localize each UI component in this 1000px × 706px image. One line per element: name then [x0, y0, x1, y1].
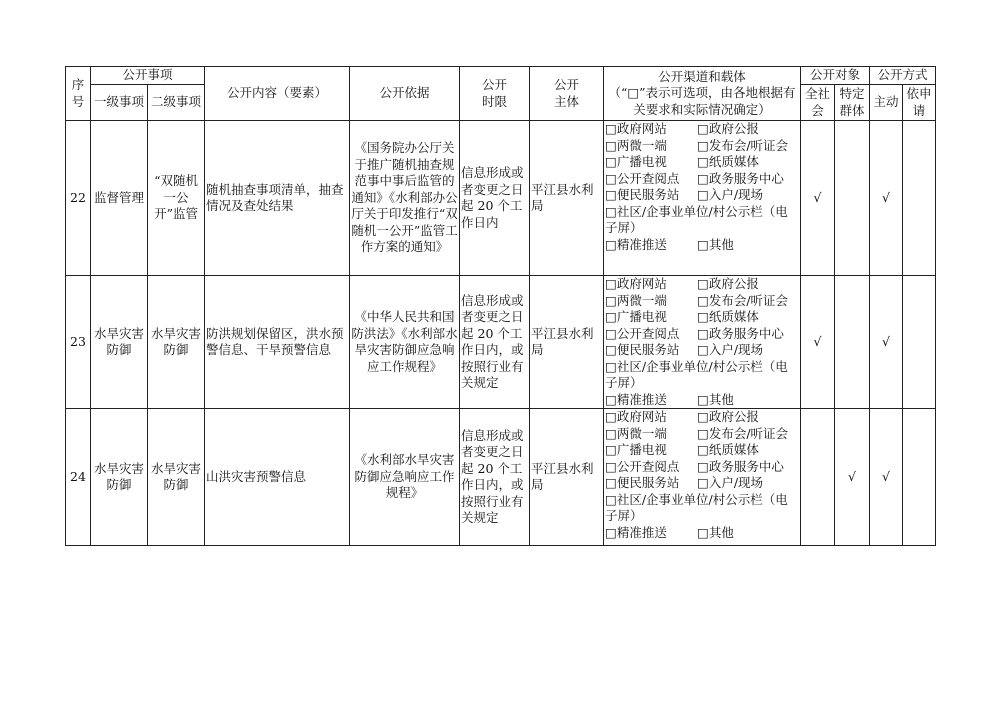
channel-option-line [605, 309, 799, 326]
cell-audience-all: √ [801, 276, 835, 409]
header-row-1 [66, 67, 936, 85]
cell-mode-active: √ [870, 276, 903, 409]
header-mode-active: 主动 [870, 85, 903, 121]
cell-level2: “双随机一公开”监管 [148, 121, 205, 276]
channel-option-line [605, 276, 799, 293]
table-body [66, 67, 936, 546]
header-audience-all: 全社会 [801, 85, 835, 121]
channel-option: □精准推送 [605, 391, 667, 407]
channel-option: □便民服务站 [605, 475, 680, 490]
cell-seq: 24 [66, 409, 91, 546]
header-audience-specific: 特定群体 [835, 85, 870, 121]
channel-options [604, 409, 801, 546]
header-mode-group: 公开方式 [870, 67, 936, 85]
channel-option-line [605, 392, 799, 409]
channel-option: □广播电视 [605, 154, 667, 169]
header-timing: 公开 时限 [460, 67, 530, 121]
channel-option: □精准推送 [605, 524, 667, 540]
channel-option: □政府网站 [605, 276, 667, 291]
header-items-group: 公开事项 [91, 67, 205, 85]
channel-option-line: □社区/企事业单位/村公示栏（电子屏） [605, 203, 788, 235]
table-row [66, 409, 936, 546]
channel-option: □政务服务中心 [697, 325, 784, 341]
channel-option-line [605, 293, 799, 310]
cell-seq: 23 [66, 276, 91, 409]
cell-basis: 《国务院办公厅关于推广随机抽查规范事中事后监管的通知》《水利部办公厅关于印发推行“双随机一公开”监管工作方案的通知》 [350, 121, 460, 276]
channel-option: □两微一端 [605, 425, 667, 441]
channel-option: □其他 [697, 524, 734, 540]
channel-option: □其他 [697, 391, 734, 407]
cell-seq: 22 [66, 121, 91, 276]
cell-mode-request [903, 276, 936, 409]
channel-option-line [605, 409, 799, 426]
channel-option: □公开查阅点 [605, 458, 680, 474]
channel-option: □广播电视 [605, 442, 667, 457]
cell-level2: 水旱灾害防御 [148, 276, 205, 409]
channel-option-line [605, 459, 799, 476]
header-basis: 公开依据 [350, 67, 460, 121]
channel-option: □纸质媒体 [697, 154, 759, 169]
channel-option: □其他 [697, 236, 734, 252]
cell-content: 随机抽查事项清单，抽查情况及查处结果 [205, 121, 350, 276]
channel-option-line [605, 475, 799, 492]
cell-subject: 平江县水利局 [530, 121, 604, 276]
cell-audience-all: √ [801, 121, 835, 276]
cell-level1: 监督管理 [91, 121, 148, 276]
cell-timing: 信息形成或者变更之日起 20 个工作日内，或按照行业有关规定 [460, 276, 530, 409]
channel-option: □公开查阅点 [605, 325, 680, 341]
cell-level1: 水旱灾害防御 [91, 409, 148, 546]
channel-options [604, 276, 801, 409]
channel-option: □广播电视 [605, 309, 667, 324]
cell-audience-all [801, 409, 835, 546]
channel-option: □纸质媒体 [697, 309, 759, 324]
header-channel [604, 67, 801, 121]
cell-mode-request [903, 409, 936, 546]
header-level2: 二级事项 [148, 85, 205, 121]
channel-option: □政府公报 [697, 121, 759, 136]
cell-level2: 水旱灾害防御 [148, 409, 205, 546]
channel-option: □政府网站 [605, 121, 667, 136]
channel-option: □入户/现场 [697, 187, 764, 202]
channel-option-line [605, 138, 799, 155]
cell-audience-specific: √ [835, 409, 870, 546]
cell-timing: 信息形成或者变更之日起 20 个工作日内，或按照行业有关规定 [460, 409, 530, 546]
header-subject: 公开 主体 [530, 67, 604, 121]
channel-option-line [605, 121, 799, 138]
table-row [66, 121, 936, 276]
cell-level1: 水旱灾害防御 [91, 276, 148, 409]
channel-option: □入户/现场 [697, 475, 764, 490]
channel-option: □纸质媒体 [697, 442, 759, 457]
channel-option: □两微一端 [605, 137, 667, 153]
channel-option-line: □社区/企事业单位/村公示栏（电子屏） [605, 358, 788, 390]
channel-option-line [605, 171, 799, 188]
header-mode-request: 依申请 [903, 85, 936, 121]
cell-mode-active: √ [870, 409, 903, 546]
channel-option-line [605, 237, 799, 254]
header-channel-title: 公开渠道和载体 [658, 68, 746, 84]
cell-mode-active: √ [870, 121, 903, 276]
channel-option: □政务服务中心 [697, 170, 784, 186]
cell-mode-request [903, 121, 936, 276]
channel-option: □政务服务中心 [697, 458, 784, 474]
channel-option: □发布会/听证会 [697, 425, 789, 441]
channel-option: □政府网站 [605, 409, 667, 424]
cell-subject: 平江县水利局 [530, 409, 604, 546]
channel-option: □两微一端 [605, 292, 667, 308]
channel-option: □便民服务站 [605, 187, 680, 202]
disclosure-table [65, 66, 936, 546]
header-content: 公开内容（要素） [205, 67, 350, 121]
cell-audience-specific [835, 276, 870, 409]
channel-option-line [605, 326, 799, 343]
header-audience-group: 公开对象 [801, 67, 870, 85]
channel-option: □便民服务站 [605, 342, 680, 357]
cell-basis: 《中华人民共和国防洪法》《水利部水旱灾害防御应急响应工作规程》 [350, 276, 460, 409]
cell-audience-specific [835, 121, 870, 276]
cell-content: 山洪灾害预警信息 [205, 409, 350, 546]
header-seq: 序号 [66, 67, 91, 121]
channel-option: □政府公报 [697, 409, 759, 424]
channel-options [604, 121, 801, 276]
channel-option: □入户/现场 [697, 342, 764, 357]
cell-basis: 《水利部水旱灾害防御应急响应工作规程》 [350, 409, 460, 546]
header-level1: 一级事项 [91, 85, 148, 121]
channel-option: □公开查阅点 [605, 170, 680, 186]
channel-option-line [605, 426, 799, 443]
cell-subject: 平江县水利局 [530, 276, 604, 409]
channel-option-line [605, 442, 799, 459]
header-channel-note: （“□”表示可选项，由各地根据有关要求和实际情况确定） [608, 85, 796, 117]
channel-option-line [605, 525, 799, 542]
channel-option-line [605, 187, 799, 204]
cell-content: 防洪规划保留区，洪水预警信息、干旱预警信息 [205, 276, 350, 409]
channel-option: □发布会/听证会 [697, 137, 789, 153]
channel-option-line [605, 342, 799, 359]
channel-option: □精准推送 [605, 236, 667, 252]
table-row [66, 276, 936, 409]
channel-option-line [605, 154, 799, 171]
channel-option: □政府公报 [697, 276, 759, 291]
channel-option: □发布会/听证会 [697, 292, 789, 308]
cell-timing: 信息形成或者变更之日起 20 个工作日内 [460, 121, 530, 276]
channel-option-line: □社区/企事业单位/村公示栏（电子屏） [605, 491, 788, 523]
